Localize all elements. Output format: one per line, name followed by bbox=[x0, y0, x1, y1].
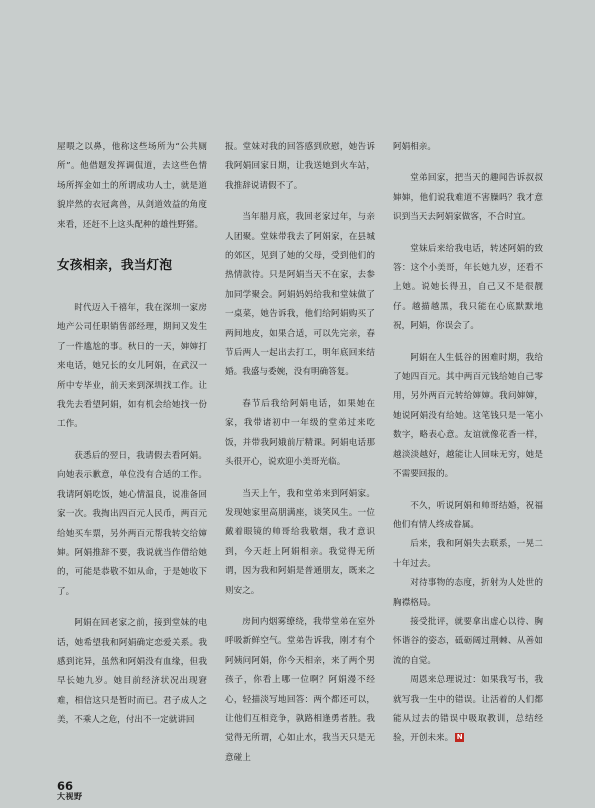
text-column-3 bbox=[393, 138, 543, 749]
paragraph: 屋喂之以鼻，他称这些场所为“公共厕所”。他借题发挥调侃道，去这些色情场所挥金如土的所谓成功人士，就是道貌岸然的衣冠禽兽，从剑道效益的角度来看，还赶不上这头配种的雄性野猪。 bbox=[57, 142, 207, 230]
page-footer bbox=[57, 780, 83, 801]
page-number: 66 bbox=[57, 779, 74, 793]
paragraph: 不久，听说阿娟和帅哥结婚，祝福他们有情人终成眷属。 bbox=[393, 500, 543, 530]
paragraph: 春节后我给阿娟电话，如果她在家，我带诸初中一年级的堂弟过来吃饭，并带我阿娥前厅精课。阿娟电话那头很开心，说欢迎小美哥光临。 bbox=[225, 398, 375, 468]
text-column-1 bbox=[57, 138, 207, 731]
paragraph: 阿娟相亲。 bbox=[393, 142, 436, 152]
section-heading: 女孩相亲，我当灯泡 bbox=[57, 257, 173, 273]
paragraph: 后来，我和阿娟失去联系，一晃二十年过去。 bbox=[393, 539, 543, 569]
paragraph: 堂弟回家，把当天的趣闻告诉叔叔婶婶，他们说我难道不害臊吗？我才意识到当天去阿娟家做客，不合时宜。 bbox=[393, 173, 543, 223]
paragraph: 报。堂妹对我的回答感到欣慰，她告诉我阿娟回家日期，让我送她到火车站，我推辞说请假不了。 bbox=[225, 142, 375, 191]
paragraph: 对待事物的态度，折射为人处世的胸襟格局。 bbox=[393, 578, 543, 608]
end-of-article-mark: N bbox=[456, 733, 463, 742]
magazine-logo: 大视野 bbox=[57, 791, 83, 801]
paragraph: 当年腊月底，我回老家过年，与亲人团聚。堂妹带我去了阿娟家，在县城的郊区，见到了她的父母，受到他们的热情款待。只是阿娟当天不在家，去参加同学聚会。阿娟妈妈给我和堂妹做了一桌菜，她告诉我，他们给阿娟购买了两间地皮，如果合适，可以先完亲，春节后两人一起出去打工，明年底回来结婚。我盛与委婉，没有明确答复。 bbox=[225, 212, 375, 378]
paragraph-final bbox=[393, 671, 543, 749]
paragraph: 房间内烟雾缭绕，我带堂弟在室外呼吸新鲜空气。堂弟告诉我，刚才有个阿姨问阿娟，你今天相亲，来了两个男孩子，你看上哪一位啊？阿娟漫不经心，轻描淡写地回答：两个都还可以，让他们互相竞争，孰路相逢勇者胜。我觉得无所谓，心如止水，我当天只是无意碰上 bbox=[225, 616, 375, 763]
paragraph: 阿娟在人生低谷的困难时期，我给了她四百元。其中两百元钱给她自己零用，另外两百元转给婶婶。我问婶婶，她说阿娟没有给她。这笔钱只是一笔小数字，略表心意。友谊就像花香一样，越淡淡越好，越能让人回味无穷，她是不需要回报的。 bbox=[393, 352, 543, 480]
paragraph: 时代迈入千禧年，我在深圳一家房地产公司任职销售部经理，期间又发生了一件尴尬的事。秋日的一天，婶婶打来电话，她兄长的女儿阿娟，在武汉一所中专毕业，前天来到深圳找工作。让我先去看望阿娟，如有机会给她找一份工作。 bbox=[57, 303, 207, 430]
paragraph-final-text: 周恩来总理说过：如果我写书，我就写我一生中的错误。让活着的人们都能从过去的错误中吸取教训，总结经验，开创未来。 bbox=[393, 675, 543, 744]
text-column-2 bbox=[225, 138, 375, 768]
paragraph: 获悉后的翌日，我请假去看阿娟。向她表示歉意，单位没有合适的工作。我请阿娟吃饭，她心情温良，说准备回家一次。我掏出四百元人民币，两百元给她买车票，另外两百元帮我转交给婶婶。阿娟推辞不要，我说就当作借给她的，可能是恭敬不如从命，于是她收下了。 bbox=[57, 450, 207, 597]
paragraph: 接受批评，就要拿出虚心以待、胸怀谐谷的姿态，砥砺阔过荆棘、从善如流的自觉。 bbox=[393, 616, 543, 666]
paragraph: 当天上午，我和堂弟来到阿娟家。发现她家里高朋满座，谈笑风生。一位戴着眼镜的帅哥给我敬烟，我才意识到，今天赶上阿娟相亲。我觉得无所谓，因为我和阿娟是普通朋友，既来之则安之。 bbox=[225, 488, 375, 596]
paragraph: 堂妹后来给我电话，转述阿娟的致答：这个小美哥，年长她九岁，还看不上她。说她长得丑，自己又不是很靓仔。越描越黑，我只能在心底默默地祝，阿娟，你误会了。 bbox=[393, 243, 543, 332]
paragraph: 阿娟在回老家之前，接到堂妹的电话，她希望我和阿娟确定恋爱关系。我感到诧异，虽然和阿娟没有血缘，但我早长她九岁。她目前经济状况出现窘难，相信这只是暂时而已。君子成人之美，不乘人之危，付出不一定就讲回 bbox=[57, 618, 207, 726]
